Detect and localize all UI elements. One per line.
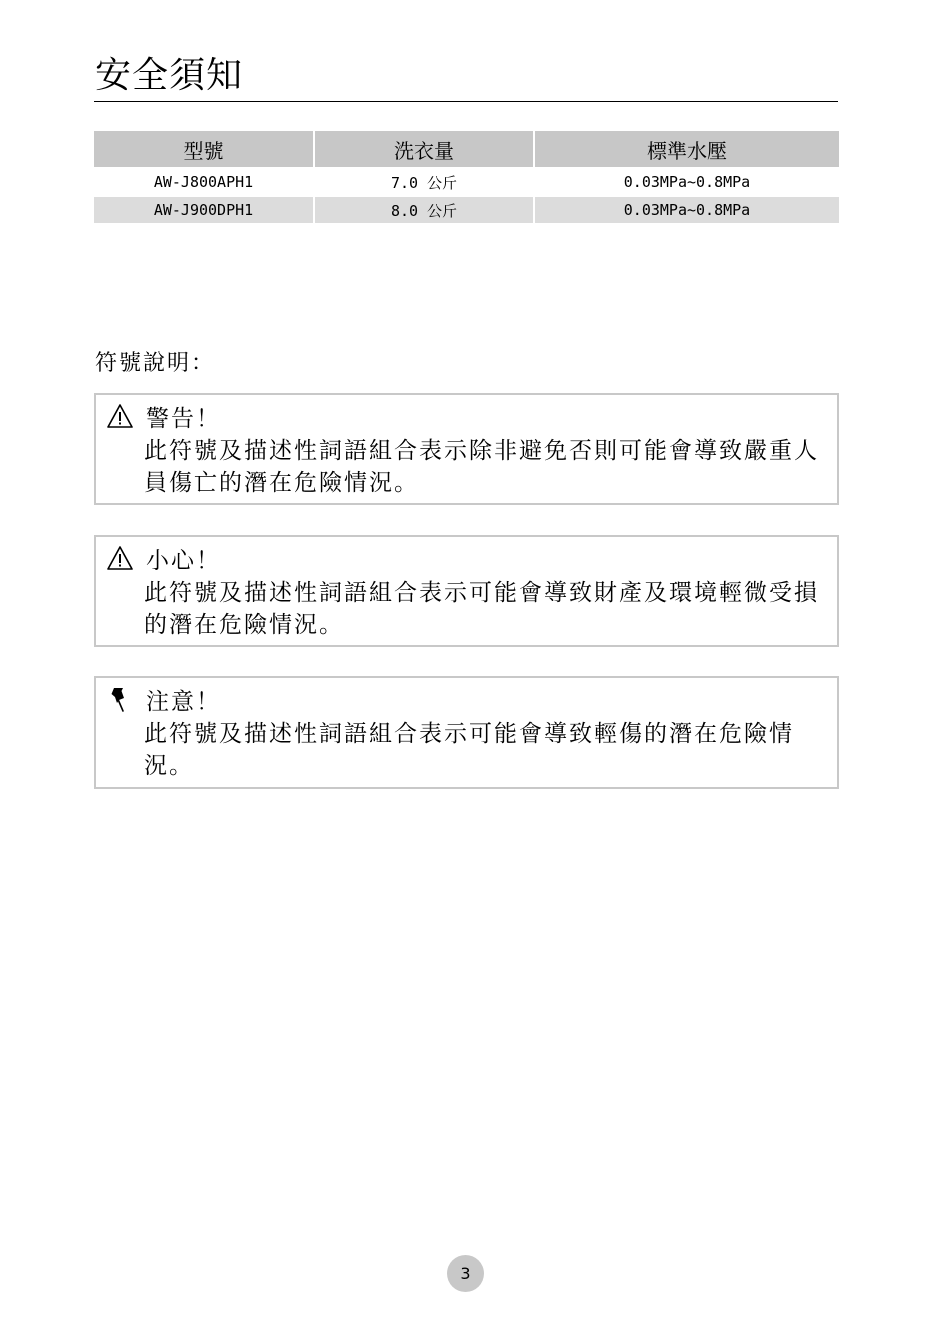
caution-label: 小心！ xyxy=(146,547,221,574)
spec-table xyxy=(94,131,839,225)
header-model: 型號 xyxy=(94,131,314,168)
warning-notice-box xyxy=(94,393,839,505)
header-capacity: 洗衣量 xyxy=(314,131,534,168)
pushpin-icon xyxy=(106,685,134,713)
cell-model: AW-J900DPH1 xyxy=(94,196,314,224)
cell-water-pressure: 0.03MPa~0.8MPa xyxy=(534,196,839,224)
warning-description: 此符號及描述性詞語組合表示除非避免否則可能會導致嚴重人員傷亡的潛在危險情況。 xyxy=(144,438,819,496)
table-header-row xyxy=(94,131,839,168)
cell-capacity: 7.0 公斤 xyxy=(314,168,534,196)
cell-model: AW-J800APH1 xyxy=(94,168,314,196)
symbol-legend-title: 符號說明： xyxy=(95,351,216,376)
caution-description: 此符號及描述性詞語組合表示可能會導致財產及環境輕微受損的潛在危險情況。 xyxy=(144,580,819,638)
note-notice-box xyxy=(94,676,839,789)
table-row xyxy=(94,196,839,224)
page-number: 3 xyxy=(447,1255,484,1292)
cell-water-pressure: 0.03MPa~0.8MPa xyxy=(534,168,839,196)
warning-triangle-icon xyxy=(106,544,134,572)
page-title: 安全須知 xyxy=(95,55,244,96)
caution-notice-box xyxy=(94,535,839,647)
cell-capacity: 8.0 公斤 xyxy=(314,196,534,224)
warning-triangle-icon xyxy=(106,402,134,430)
title-divider xyxy=(94,101,838,102)
note-label: 注意！ xyxy=(146,688,221,715)
warning-label: 警告！ xyxy=(146,405,221,432)
header-water-pressure: 標準水壓 xyxy=(534,131,839,168)
note-description: 此符號及描述性詞語組合表示可能會導致輕傷的潛在危險情況。 xyxy=(144,721,794,779)
table-row xyxy=(94,168,839,196)
